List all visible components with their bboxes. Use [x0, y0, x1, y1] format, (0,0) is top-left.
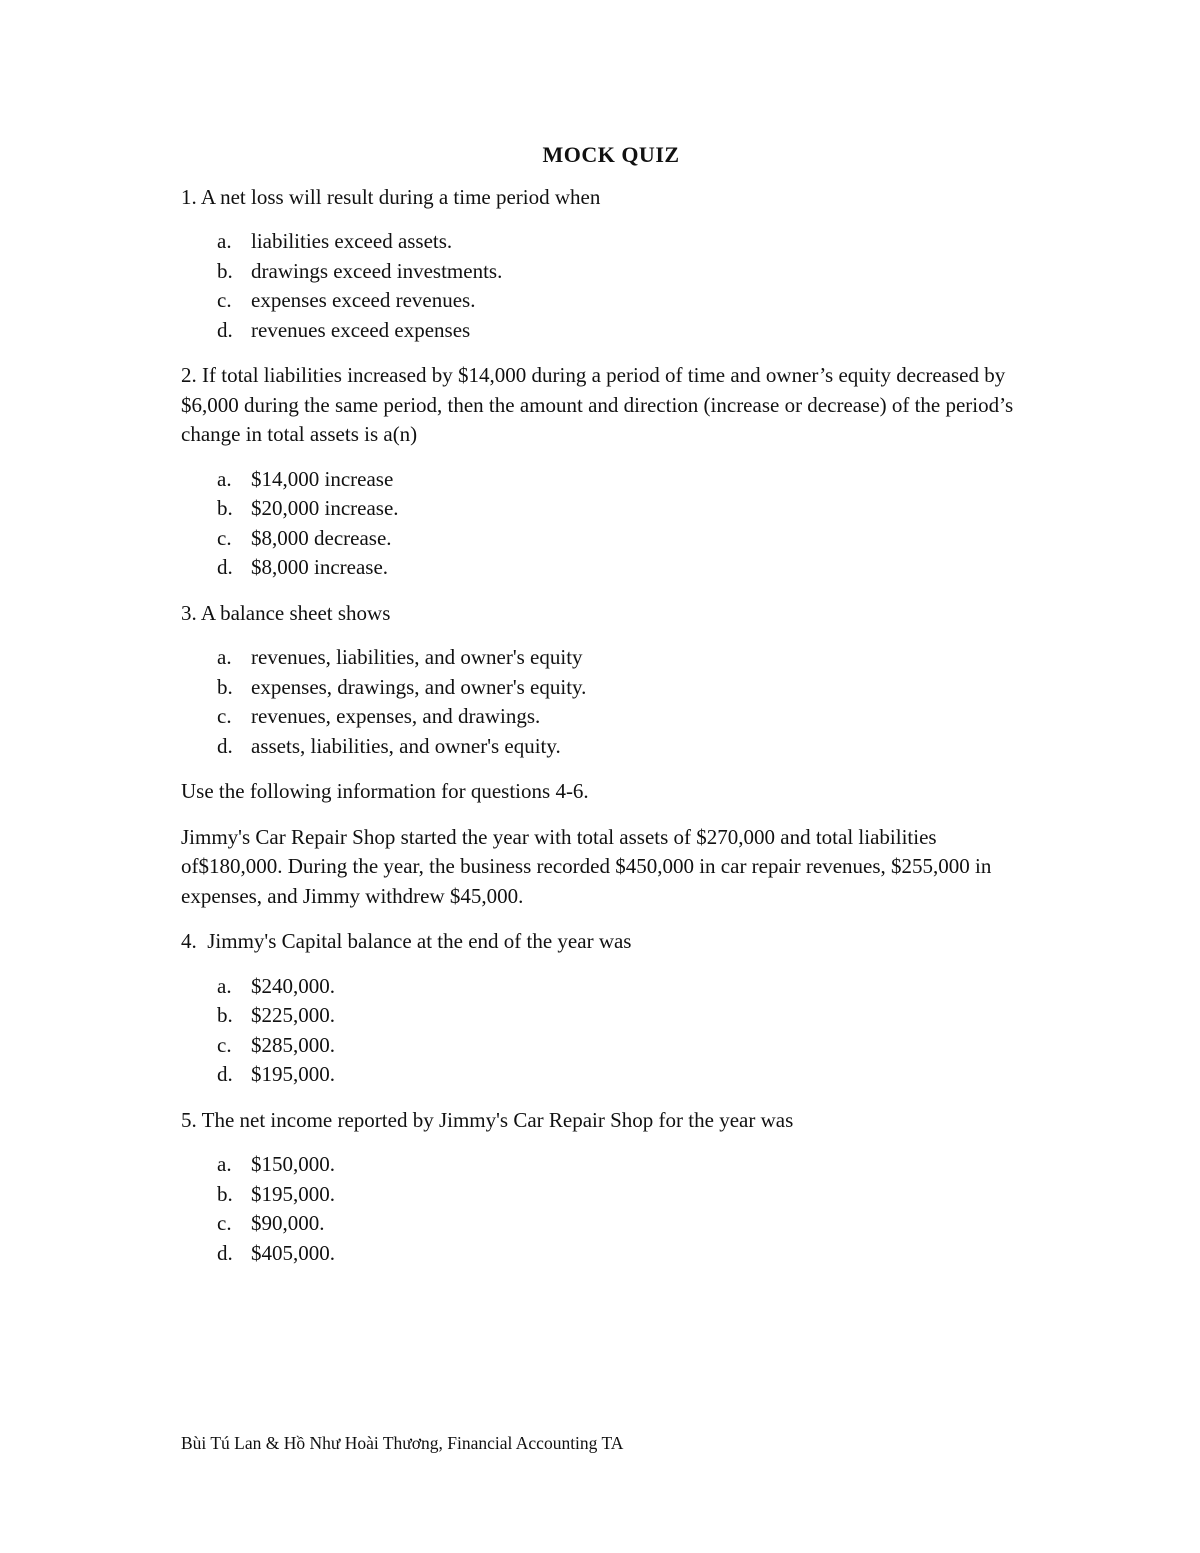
option-list — [181, 465, 1041, 583]
option-item — [181, 1180, 1041, 1210]
option-letter: b. — [217, 496, 233, 520]
option-letter: a. — [217, 1152, 232, 1176]
option-text: $8,000 decrease. — [251, 525, 392, 550]
option-letter: d. — [217, 1240, 233, 1265]
option-letter: a. — [217, 973, 232, 998]
option-letter: b. — [217, 258, 233, 283]
option-text: assets, liabilities, and owner's equity. — [251, 733, 561, 758]
option-letter: d. — [217, 1062, 233, 1086]
option-text: $225,000. — [251, 1003, 335, 1027]
option-text: revenues, expenses, and drawings. — [251, 704, 541, 728]
option-text: liabilities exceed assets. — [251, 229, 453, 253]
option-text: expenses, drawings, and owner's equity. — [251, 674, 587, 699]
option-item — [181, 673, 1041, 703]
option-item — [181, 286, 1041, 316]
page-footer: Bùi Tú Lan & Hồ Như Hoài Thương, Financial Accounting TA — [181, 1433, 624, 1453]
option-text: revenues, liabilities, and owner's equity — [251, 645, 583, 669]
option-text: $90,000. — [251, 1211, 325, 1235]
option-text: $20,000 increase. — [251, 496, 399, 520]
question-text: 4. Jimmy's Capital balance at the end of the year was — [181, 929, 632, 953]
question-text: 1. A net loss will result during a time period when — [181, 184, 601, 209]
info-intro: Use the following information for questions 4-6. — [181, 779, 589, 803]
option-item — [181, 1031, 1041, 1061]
option-letter: b. — [217, 1003, 233, 1027]
question-3 — [181, 599, 1041, 762]
question-text: 2. If total liabilities increased by $14,000 during a period of time and owner’s equity decreased by $6,000 during the same period, then the amount and direction (increase or decrease) of the period’s change in total assets is a(n) — [181, 363, 1014, 446]
question-2 — [181, 361, 1041, 583]
option-list — [181, 1150, 1041, 1268]
option-text: $195,000. — [251, 1062, 335, 1086]
question-text: 5. The net income reported by Jimmy's Car Repair Shop for the year was — [181, 1107, 794, 1132]
option-text: $150,000. — [251, 1152, 335, 1176]
question-5 — [181, 1106, 1041, 1269]
question-text: 3. A balance sheet shows — [181, 600, 391, 625]
option-text: $195,000. — [251, 1181, 335, 1206]
option-item — [181, 524, 1041, 554]
option-item — [181, 702, 1041, 732]
option-item — [181, 465, 1041, 495]
option-item — [181, 316, 1041, 346]
option-text: expenses exceed revenues. — [251, 288, 476, 312]
option-text: $240,000. — [251, 973, 335, 998]
option-letter: d. — [217, 733, 233, 758]
option-list — [181, 227, 1041, 345]
option-text: $285,000. — [251, 1032, 335, 1057]
option-item — [181, 494, 1041, 524]
option-text: revenues exceed expenses — [251, 317, 471, 342]
option-letter: a. — [217, 645, 232, 669]
option-text: $405,000. — [251, 1240, 335, 1265]
option-letter: a. — [217, 229, 232, 253]
option-item — [181, 1239, 1041, 1269]
option-list — [181, 972, 1041, 1090]
page-title: MOCK QUIZ — [542, 142, 680, 167]
option-item — [181, 1150, 1041, 1180]
option-letter: c. — [217, 704, 232, 728]
option-item — [181, 1209, 1041, 1239]
option-letter: b. — [217, 1181, 233, 1206]
info-paragraph: Jimmy's Car Repair Shop started the year with total assets of $270,000 and total liabilities of$180,000. During the year, the business recorded $450,000 in car repair revenues, $255,000 in expenses, and Jimmy withdrew $45,000. — [181, 824, 992, 908]
option-letter: c. — [217, 1032, 232, 1057]
option-text: $8,000 increase. — [251, 555, 389, 579]
option-item — [181, 732, 1041, 762]
option-letter: d. — [217, 317, 233, 342]
option-letter: c. — [217, 1211, 232, 1235]
option-list — [181, 643, 1041, 761]
option-item — [181, 1060, 1041, 1090]
option-item — [181, 227, 1041, 257]
option-item — [181, 972, 1041, 1002]
option-letter: d. — [217, 555, 233, 579]
option-letter: b. — [217, 674, 233, 699]
question-1 — [181, 183, 1041, 346]
option-item — [181, 257, 1041, 287]
question-4 — [181, 927, 1041, 1090]
option-letter: a. — [217, 466, 232, 491]
option-item — [181, 643, 1041, 673]
option-item — [181, 1001, 1041, 1031]
option-letter: c. — [217, 288, 232, 312]
option-letter: c. — [217, 525, 232, 550]
option-text: $14,000 increase — [251, 466, 394, 491]
option-item — [181, 553, 1041, 583]
option-text: drawings exceed investments. — [251, 258, 503, 283]
quiz-content — [181, 140, 1041, 1284]
